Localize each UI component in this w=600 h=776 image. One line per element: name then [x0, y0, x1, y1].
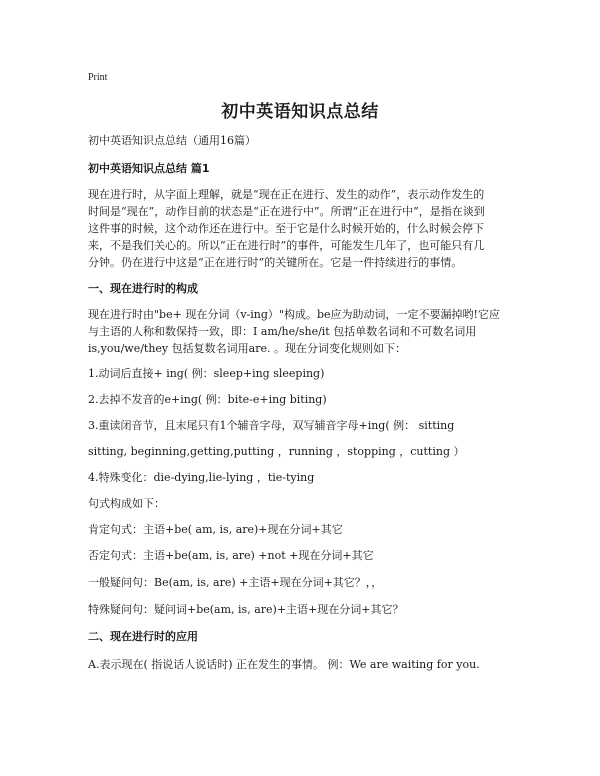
intro-line: 现在进行时，从字面上理解，就是“现在正在进行、发生的动作”，表示动作发生的: [88, 188, 485, 201]
document-subtitle: 初中英语知识点总结（通用16篇）: [88, 134, 256, 147]
print-link[interactable]: Print: [88, 72, 108, 83]
intro-line: 来，不是我们关心的。所以“正在进行时”的事件，可能发生几年了，也可能只有几: [88, 239, 485, 252]
heading-construction: 一、现在进行时的构成: [88, 282, 198, 295]
rule-4: 4.特殊变化：die-dying,lie-lying ，tie-tying: [88, 471, 315, 484]
section-title: 初中英语知识点总结 篇1: [88, 162, 210, 175]
usage-a: A.表示现在( 指说话人说话时) 正在发生的事情。 例：We are waiting for you.: [88, 658, 480, 671]
construction-line: 现在进行时由"be+ 现在分词（v-ing）"构成。be应为助动词，一定不要漏掉哟!它应: [88, 308, 500, 321]
rule-3-examples: sitting, beginning,getting,putting ，running ，stopping ，cutting ）: [88, 445, 465, 458]
heading-usage: 二、现在进行时的应用: [88, 630, 198, 643]
special-question-form: 特殊疑问句：疑问词+be(am, is, are)+主语+现在分词+其它？: [88, 603, 404, 616]
rule-1: 1.动词后直接+ ing( 例：sleep+ing sleeping): [88, 367, 325, 380]
intro-line: 这件事的时候，这个动作还在进行中。至于它是什么时候开始的，什么时候会停下: [88, 222, 484, 235]
rule-3: 3.重读闭音节，且末尾只有1个辅音字母，双写辅音字母+ing( 例： sitting: [88, 419, 455, 432]
intro-line: 时间是“现在”，动作目前的状态是“正在进行中”。所谓“正在进行中”，是指在谈到: [88, 205, 485, 218]
general-question-form: 一般疑问句：Be(am, is, are) +主语+现在分词+其它？，，: [88, 576, 383, 589]
construction-line: is,you/we/they 包括复数名词用are. 。现在分词变化规则如下：: [88, 342, 406, 355]
construction-line: 与主语的人称和数保持一致，即：I am/he/she/it 包括单数名词和不可数名词用: [88, 325, 477, 338]
negative-form: 否定句式：主语+be(am, is, are) +not +现在分词+其它: [88, 549, 374, 562]
rule-2: 2.去掉不发音的e+ing( 例：bite-e+ing biting): [88, 393, 327, 406]
affirmative-form: 肯定句式：主语+be( am, is, are)+现在分词+其它: [88, 523, 343, 536]
sentence-forms-label: 句式构成如下：: [88, 497, 165, 510]
intro-line: 分钟。仍在进行中这是“正在进行时”的关键所在。它是一件持续进行的事情。: [88, 256, 463, 269]
document-title: 初中英语知识点总结: [221, 102, 379, 122]
